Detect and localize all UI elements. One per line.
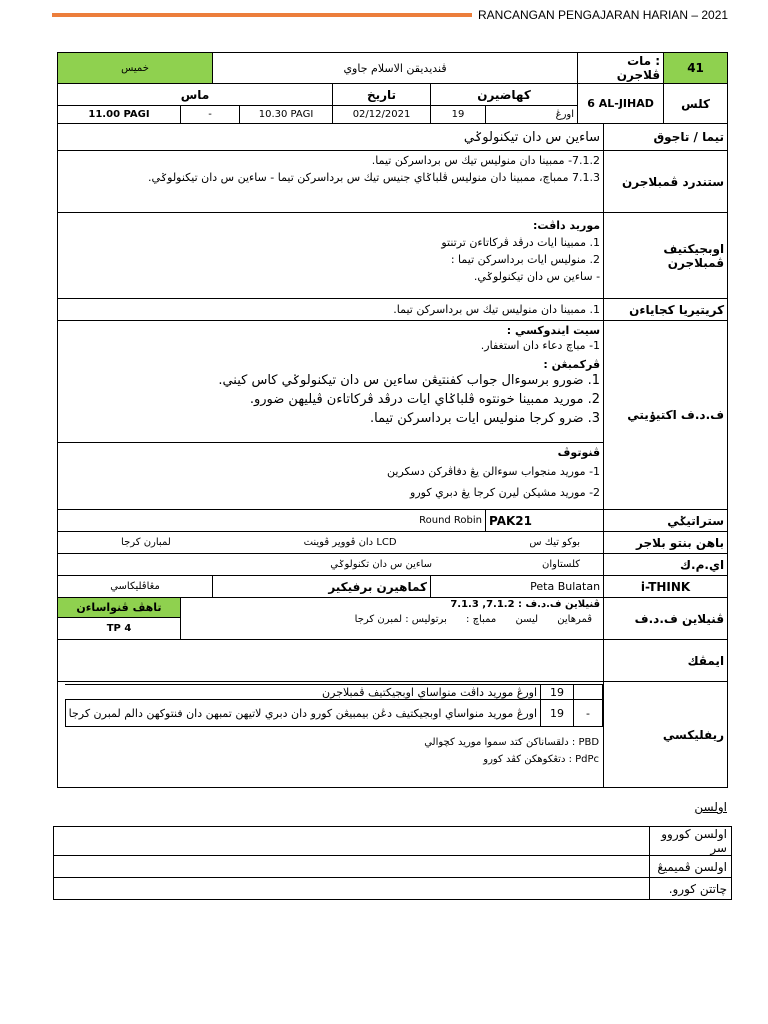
- penutup-line: 1- موريد منجواب سوءالن يڠ دفاڤركن دسكرين: [387, 465, 601, 478]
- refleksi-pdpc: PdPc : دتڠكوهكن كڤد كورو: [483, 754, 600, 765]
- refleksi-text: اورڠ موريد منواساي اوبجيكتيف دڠن بيمبيڠن كورو دان دبري لاتيهن تمبهن دان فنتوكهن دالم لمبرن كرجا: [65, 700, 540, 727]
- bahan-item: بوكو تيك س: [529, 537, 581, 548]
- bahan-item: لمبارن كرجا: [121, 537, 171, 548]
- impak-content: [58, 640, 604, 682]
- masa-start: 10.30 PAGI: [240, 106, 333, 124]
- tahap-label: تاهڤ ڤنواساءن: [58, 598, 181, 618]
- refleksi-subtable: [65, 684, 603, 727]
- notes-input[interactable]: [54, 827, 650, 856]
- kemahiran-value: مڠاڤليكاسي: [58, 576, 213, 598]
- notes-row-label: اولسن كوروو سر: [650, 827, 732, 856]
- kehadiran-value: 19: [431, 106, 486, 124]
- strategi-pak: PAK21: [486, 510, 604, 532]
- tahap-value: TP 4: [58, 618, 181, 640]
- refleksi-content: [58, 682, 604, 788]
- objektif-heading: موريد داڤت:: [533, 219, 601, 232]
- notes-title: اولسن: [694, 800, 727, 814]
- penutup-line: 2- موريد مشيكن ليرن كرجا يڠ دبري كورو: [410, 486, 601, 499]
- day-cell: خميس: [58, 53, 213, 84]
- masa-label: ماس: [58, 84, 333, 106]
- notes-row-label: چاتتن كورو.: [650, 878, 732, 900]
- set-induksi-heading: سيت ايندوكسي :: [506, 324, 601, 337]
- objektif-line: 1. ممبينا ايات درڤد ڤركاتاءن ترتنتو: [441, 236, 601, 249]
- refleksi-label: ريفليكسي: [604, 682, 728, 788]
- perkembangan-line: 2. موريد ممبينا خونتوه ڤلباݢاي ايات درڤد ڤركاتاءن ڤيليهن ضورو.: [249, 392, 601, 407]
- bahan-label: باهن بنتو بلاجر: [604, 532, 728, 554]
- penilaian-label: ڤنيلاين ف.د.ف: [604, 598, 728, 640]
- penutup-content: [58, 443, 604, 510]
- subject-value: ڤنديديقن الاسلام جاوي: [213, 53, 578, 84]
- penutup-heading: ڤنوتوڤ: [557, 446, 601, 459]
- penilaian-bullet: برتوليس : لمبرن كرجا: [354, 614, 447, 625]
- perkembangan-heading: ڤركمبڠن :: [543, 358, 601, 371]
- penilaian-content: [181, 598, 604, 640]
- tarikh-label: تاريخ: [333, 84, 431, 106]
- strategi-value: Round Robin: [58, 510, 486, 532]
- emk-label: اي.م.ك: [604, 554, 728, 576]
- objektif-content: [58, 213, 604, 299]
- objektif-line: 2. منوليس ايات برداسركن تيما :: [450, 253, 601, 266]
- page-header-title: RANCANGAN PENGAJARAN HARIAN – 2021: [478, 8, 729, 22]
- refleksi-count: 19: [541, 685, 574, 700]
- penilaian-bullets: [184, 614, 600, 625]
- notes-table: [53, 826, 732, 900]
- emk-content: [58, 554, 604, 576]
- refleksi-dash: -: [574, 700, 603, 727]
- week-number: 41: [664, 53, 728, 84]
- perkembangan-line: 1. ضورو برسوءال جواب كفنتيڠن ساءين س دان تيكنولوݢي كاس كيني.: [218, 373, 601, 388]
- set-induksi-line: 1- مباچ دعاء دان استغفار.: [480, 339, 601, 352]
- kriteria-content: [58, 299, 604, 321]
- standard-line: 7.1.3 ممباچ، ممبينا دان منوليس ڤلباݢاي جنيس تيك س برداسركن تيما - ساءين س دان تيكنولوݢي.: [148, 171, 601, 184]
- standard-content: [58, 151, 604, 213]
- penilaian-bullet: ليسن: [515, 614, 539, 625]
- penilaian-line: ڤنيلاين ف.د.ف : 7.1.2, 7.1.3: [450, 599, 601, 610]
- tema-value: ساءين س دان تيكنولوݢي: [58, 124, 604, 151]
- masa-dash: -: [181, 106, 240, 124]
- kriteria-num: 1.: [589, 303, 601, 316]
- orang-label: اورڠ: [486, 106, 578, 124]
- kelas-label: كلس: [664, 84, 728, 124]
- kehadiran-label: كهاضيرن: [431, 84, 578, 106]
- impak-label: ايمڤك: [604, 640, 728, 682]
- objektif-line: - ساءين س دان تيكنولوݢي.: [473, 270, 601, 283]
- refleksi-text: اورڠ موريد داڤت منواساي اوبجيكتيف ڤمبلاجرن: [65, 685, 540, 700]
- kelas-value: 6 AL-JIHAD: [578, 84, 664, 124]
- kriteria-label: كريتيريا كجاياءن: [604, 299, 728, 321]
- refleksi-count: 19: [541, 700, 574, 727]
- lesson-plan-table: [57, 52, 728, 788]
- standard-label: ستندرد ڤمبلاجرن: [604, 151, 728, 213]
- bahan-item: LCD دان ڤووير ڤوينت: [303, 537, 397, 548]
- masa-end: 11.00 PAGI: [58, 106, 181, 124]
- ithink-label: i-THINK: [604, 576, 728, 598]
- objektif-label: اوبجيكتيف ڤمبلاجرن: [604, 213, 728, 299]
- bahan-content: [58, 532, 604, 554]
- subject-label: : مات ڤلاجرن: [578, 53, 664, 84]
- emk-item: ساءين س دان تكنولوݢي: [330, 559, 433, 570]
- notes-input[interactable]: [54, 878, 650, 900]
- penilaian-bullet: ڤمرهاين: [557, 614, 593, 625]
- notes-row-label: اولسن ڤميميڠ: [650, 856, 732, 878]
- aktiviti-label: ف.د.ف اكتيۏيتي: [604, 321, 728, 510]
- strategi-label: ستراتيݢي: [604, 510, 728, 532]
- tarikh-value: 02/12/2021: [333, 106, 431, 124]
- refleksi-empty: [574, 685, 603, 700]
- notes-input[interactable]: [54, 856, 650, 878]
- standard-line: 7.1.2- ممبينا دان منوليس تيك س برداسركن تيما.: [371, 154, 601, 167]
- penilaian-bullet: ممباچ :: [466, 614, 497, 625]
- kriteria-value: ممبينا دان منوليس تيك س برداسركن تيما.: [393, 303, 587, 316]
- ithink-value: Peta Bulatan: [431, 576, 604, 598]
- kemahiran-label: كماهيرن برفيكير: [213, 576, 431, 598]
- aktiviti-main: [58, 321, 604, 443]
- perkembangan-line: 3. ضرو كرجا منوليس ايات برداسركن تيما.: [370, 411, 601, 426]
- emk-item: كلستاوان: [542, 559, 581, 570]
- tema-label: تيما / تاجوق: [604, 124, 728, 151]
- header-accent-bar: [52, 13, 472, 17]
- refleksi-pbd: PBD : دلقساناكن كتد سموا موريد كچوالي: [424, 737, 600, 748]
